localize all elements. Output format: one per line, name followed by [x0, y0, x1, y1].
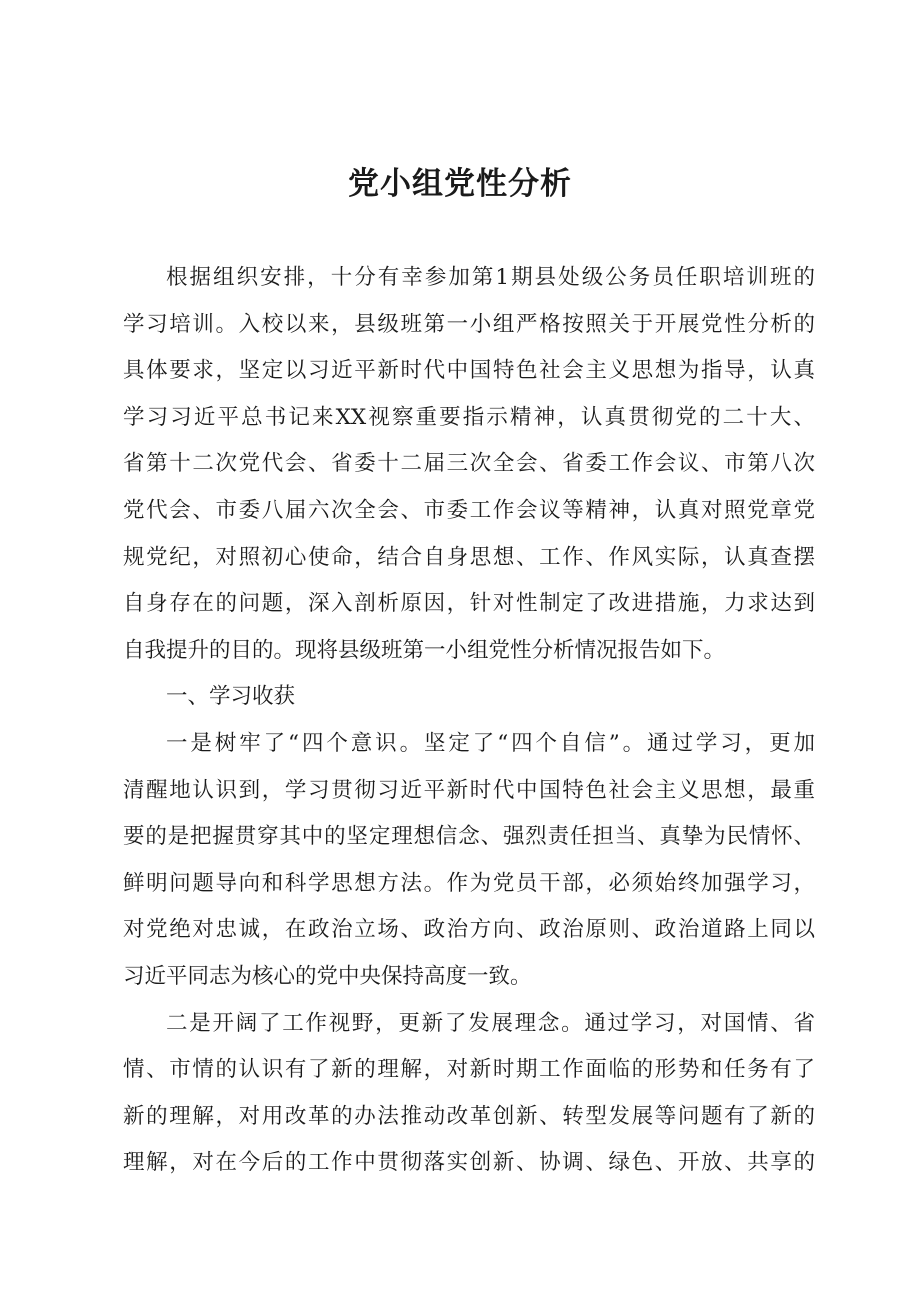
- document-title: 党小组党性分析: [348, 166, 572, 202]
- text-line: 鲜明问题导向和科学思想方法。作为党员干部，必须始终加强学习，: [123, 870, 815, 896]
- text-line: 学习培训。入校以来，县级班第一小组严格按照关于开展党性分析的: [123, 311, 815, 337]
- text-line: 省第十二次党代会、省委十二届三次全会、省委工作会议、市第八次: [123, 451, 815, 477]
- text-line: 规党纪，对照初心使命，结合自身思想、工作、作风实际，认真查摆: [123, 544, 815, 570]
- text-line: 要的是把握贯穿其中的坚定理想信念、强烈责任担当、真挚为民情怀、: [123, 824, 815, 850]
- text-line: 新的理解，对用改革的办法推动改革创新、转型发展等问题有了新的: [123, 1103, 815, 1129]
- text-line: 二是开阔了工作视野，更新了发展理念。通过学习，对国情、省: [166, 1010, 815, 1036]
- text-line: 情、市情的认识有了新的理解，对新时期工作面临的形势和任务有了: [123, 1057, 815, 1083]
- text-line: 一是树牢了“四个意识。坚定了“四个自信”。通过学习，更加: [166, 730, 815, 756]
- text-line: 对党绝对忠诚，在政治立场、政治方向、政治原则、政治道路上同以: [123, 917, 815, 943]
- text-line: 具体要求，坚定以习近平新时代中国特色社会主义思想为指导，认真: [123, 358, 815, 384]
- text-line: 党代会、市委八届六次全会、市委工作会议等精神，认真对照党章党: [123, 497, 815, 523]
- text-line: 根据组织安排，十分有幸参加第1期县处级公务员任职培训班的: [166, 265, 815, 290]
- text-line: 清醒地认识到，学习贯彻习近平新时代中国特色社会主义思想，最重: [123, 777, 815, 803]
- text-line: 自我提升的目的。现将县级班第一小组党性分析情况报告如下。: [123, 637, 726, 663]
- text-line: 自身存在的问题，深入剖析原因，针对性制定了改进措施，力求达到: [123, 591, 815, 617]
- document-body: [123, 255, 815, 1187]
- text-line: 学习习近平总书记来XX视察重要指示精神，认真贯彻党的二十大、: [123, 404, 815, 430]
- text-line: 理解，对在今后的工作中贯彻落实创新、协调、绿色、开放、共享的: [123, 1150, 815, 1176]
- text-line: 习近平同志为核心的党中央保持高度一致。: [123, 963, 532, 989]
- text-line: 一、学习收获: [166, 684, 296, 710]
